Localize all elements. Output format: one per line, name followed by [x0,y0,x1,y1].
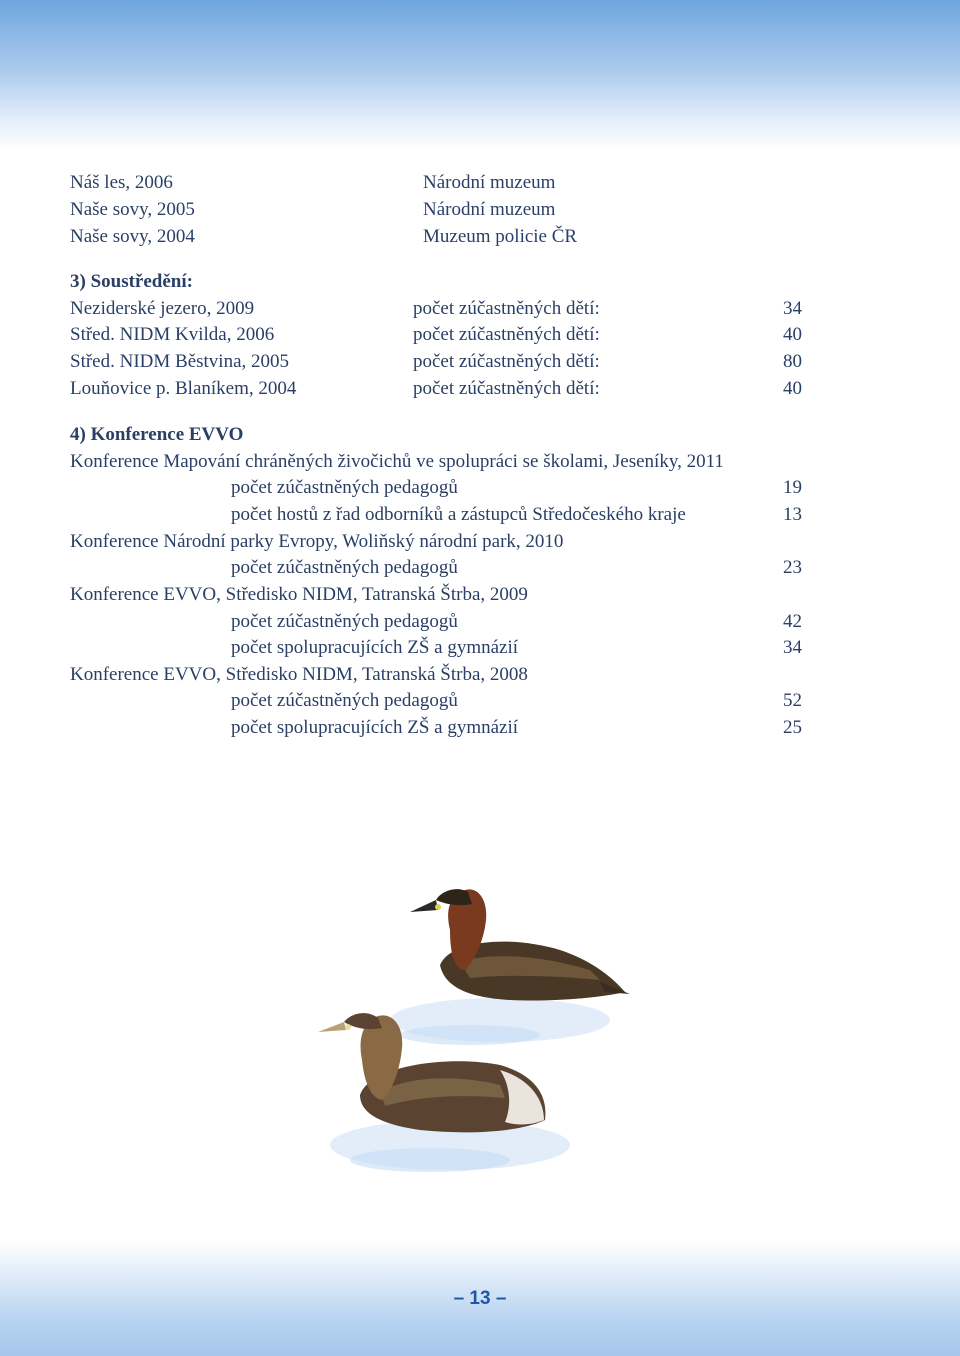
conference-stat-value: 19 [783,477,802,498]
conference-title: Konference Národní parky Evropy, Woliňský národní park, 2010 [70,531,564,552]
conference-stat-label: počet zúčastněných pedagogů [231,477,458,498]
camp-value: 80 [783,351,802,372]
exhibition-name: Naše sovy, 2005 [70,199,195,220]
conference-title: Konference EVVO, Středisko NIDM, Tatranská Štrba, 2009 [70,584,528,605]
conference-stat-label: počet zúčastněných pedagogů [231,557,458,578]
grebe-back [410,889,630,1000]
exhibition-venue: Národní muzeum [423,172,556,193]
conference-stat-label: počet hostů z řad odborníků a zástupců Středočeského kraje [231,504,686,525]
exhibition-venue: Národní muzeum [423,199,556,220]
camp-label: počet zúčastněných dětí: [413,298,600,319]
camp-name: Střed. NIDM Kvilda, 2006 [70,324,275,345]
camp-label: počet zúčastněných dětí: [413,378,600,399]
conference-title: Konference EVVO, Středisko NIDM, Tatranská Štrba, 2008 [70,664,528,685]
top-gradient-band [0,0,960,150]
conference-stat-label: počet spolupracujících ZŠ a gymnázií [231,717,519,738]
conference-stat-value: 34 [783,637,802,658]
conference-stat-label: počet zúčastněných pedagogů [231,690,458,711]
conferences-heading: 4) Konference EVVO [70,424,244,445]
conference-stat-value: 25 [783,717,802,738]
conference-stat-label: počet zúčastněných pedagogů [231,611,458,632]
grebes-illustration [300,870,660,1190]
camp-name: Střed. NIDM Běstvina, 2005 [70,351,290,372]
conference-title: Konference Mapování chráněných živočichů ve spolupráci se školami, Jeseníky, 2011 [70,451,724,472]
conference-stat-value: 42 [783,611,802,632]
camps-heading: 3) Soustředění: [70,271,193,292]
camp-label: počet zúčastněných dětí: [413,351,600,372]
conference-stat-value: 23 [783,557,802,578]
exhibition-venue: Muzeum policie ČR [423,226,578,247]
camp-label: počet zúčastněných dětí: [413,324,600,345]
exhibition-name: Naše sovy, 2004 [70,226,195,247]
conference-stat-value: 52 [783,690,802,711]
camp-value: 40 [783,324,802,345]
page-number: – 13 – [453,1288,507,1309]
conference-stat-label: počet spolupracujících ZŠ a gymnázií [231,637,519,658]
conference-stat-value: 13 [783,504,802,525]
camp-value: 34 [783,298,802,319]
camp-value: 40 [783,378,802,399]
camp-name: Neziderské jezero, 2009 [70,298,255,319]
camp-name: Louňovice p. Blaníkem, 2004 [70,378,297,399]
exhibition-name: Náš les, 2006 [70,172,173,193]
